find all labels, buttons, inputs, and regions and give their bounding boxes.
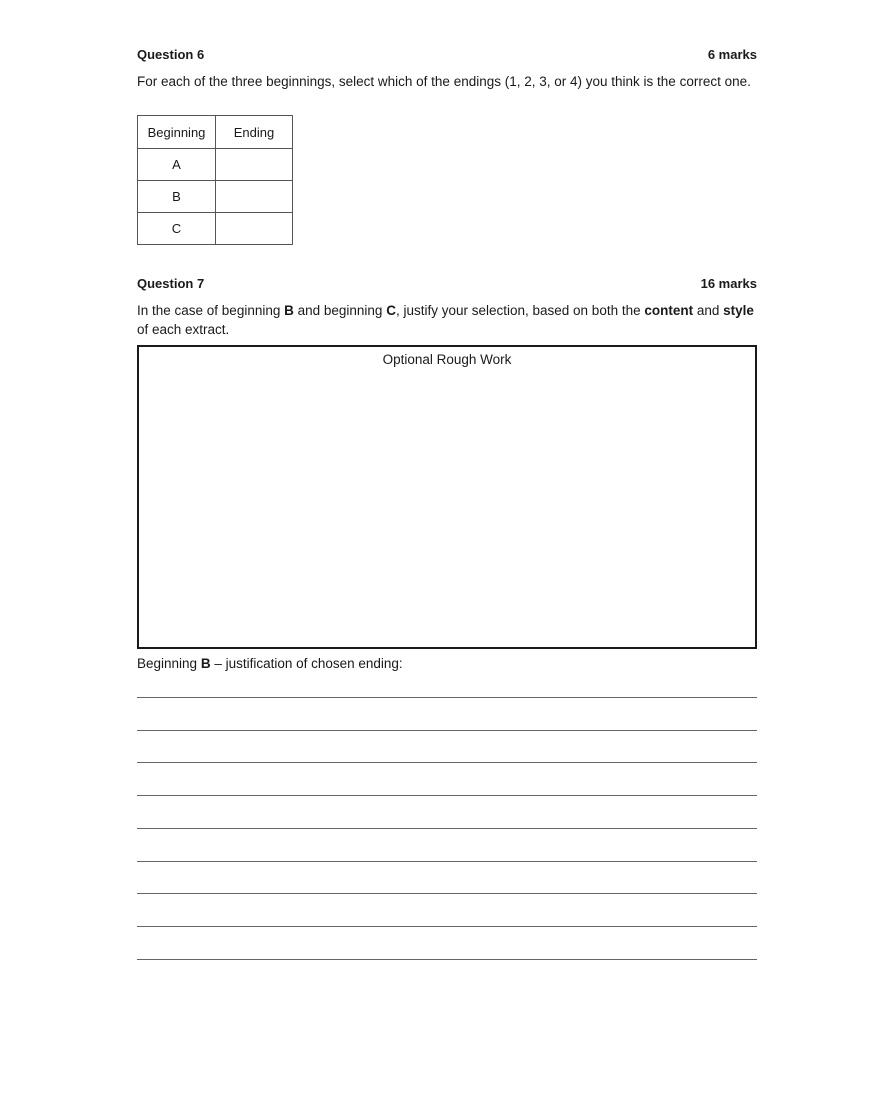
justification-prefix: Beginning (137, 656, 201, 671)
q7-bold-content: content (644, 303, 694, 318)
answer-line[interactable] (137, 697, 757, 698)
question-7-header (137, 276, 757, 292)
ending-answer-cell[interactable] (216, 149, 293, 181)
question-7-title: Question 7 (137, 276, 205, 291)
answer-line[interactable] (137, 730, 757, 731)
answer-table (137, 115, 293, 245)
q7-bold-b: B (284, 303, 294, 318)
answer-line[interactable] (137, 893, 757, 894)
justification-bold: B (200, 656, 211, 671)
header-beginning: Beginning (138, 116, 216, 149)
table-row (138, 181, 293, 213)
beginning-cell: C (138, 213, 216, 245)
q7-text-part: In the case of beginning (137, 303, 285, 318)
answer-line[interactable] (137, 762, 757, 763)
header-ending: Ending (216, 116, 293, 149)
answer-line[interactable] (137, 828, 757, 829)
beginning-cell: A (138, 149, 216, 181)
answer-line[interactable] (137, 795, 757, 796)
q7-text-part: , justify your selection, based on both the (395, 303, 645, 318)
beginning-cell: B (138, 181, 216, 213)
q7-text-part: and (693, 303, 724, 318)
answer-line[interactable] (137, 959, 757, 960)
question-7-marks: 16 marks (700, 276, 757, 291)
justification-suffix: – justification of chosen ending: (210, 656, 403, 671)
question-6-header (137, 47, 757, 63)
table-row (138, 213, 293, 245)
ending-answer-cell[interactable] (216, 213, 293, 245)
q7-bold-c: C (386, 303, 396, 318)
q7-text-part: and beginning (293, 303, 387, 318)
q7-bold-style: style (723, 303, 754, 318)
question-6-title: Question 6 (137, 47, 205, 62)
justification-label (137, 654, 403, 673)
question-6-marks: 6 marks (707, 47, 757, 62)
answer-table-header-row (138, 116, 293, 149)
answer-line[interactable] (137, 861, 757, 862)
q7-text-part: of each extract. (137, 322, 230, 337)
question-7-text (137, 301, 757, 339)
ending-answer-cell[interactable] (216, 181, 293, 213)
answer-line[interactable] (137, 926, 757, 927)
table-row (138, 149, 293, 181)
rough-work-title: Optional Rough Work (382, 352, 512, 367)
rough-work-box[interactable] (137, 345, 757, 649)
question-6-text: For each of the three beginnings, select which of the endings (1, 2, 3, or 4) you think is the correct one. (137, 74, 751, 89)
